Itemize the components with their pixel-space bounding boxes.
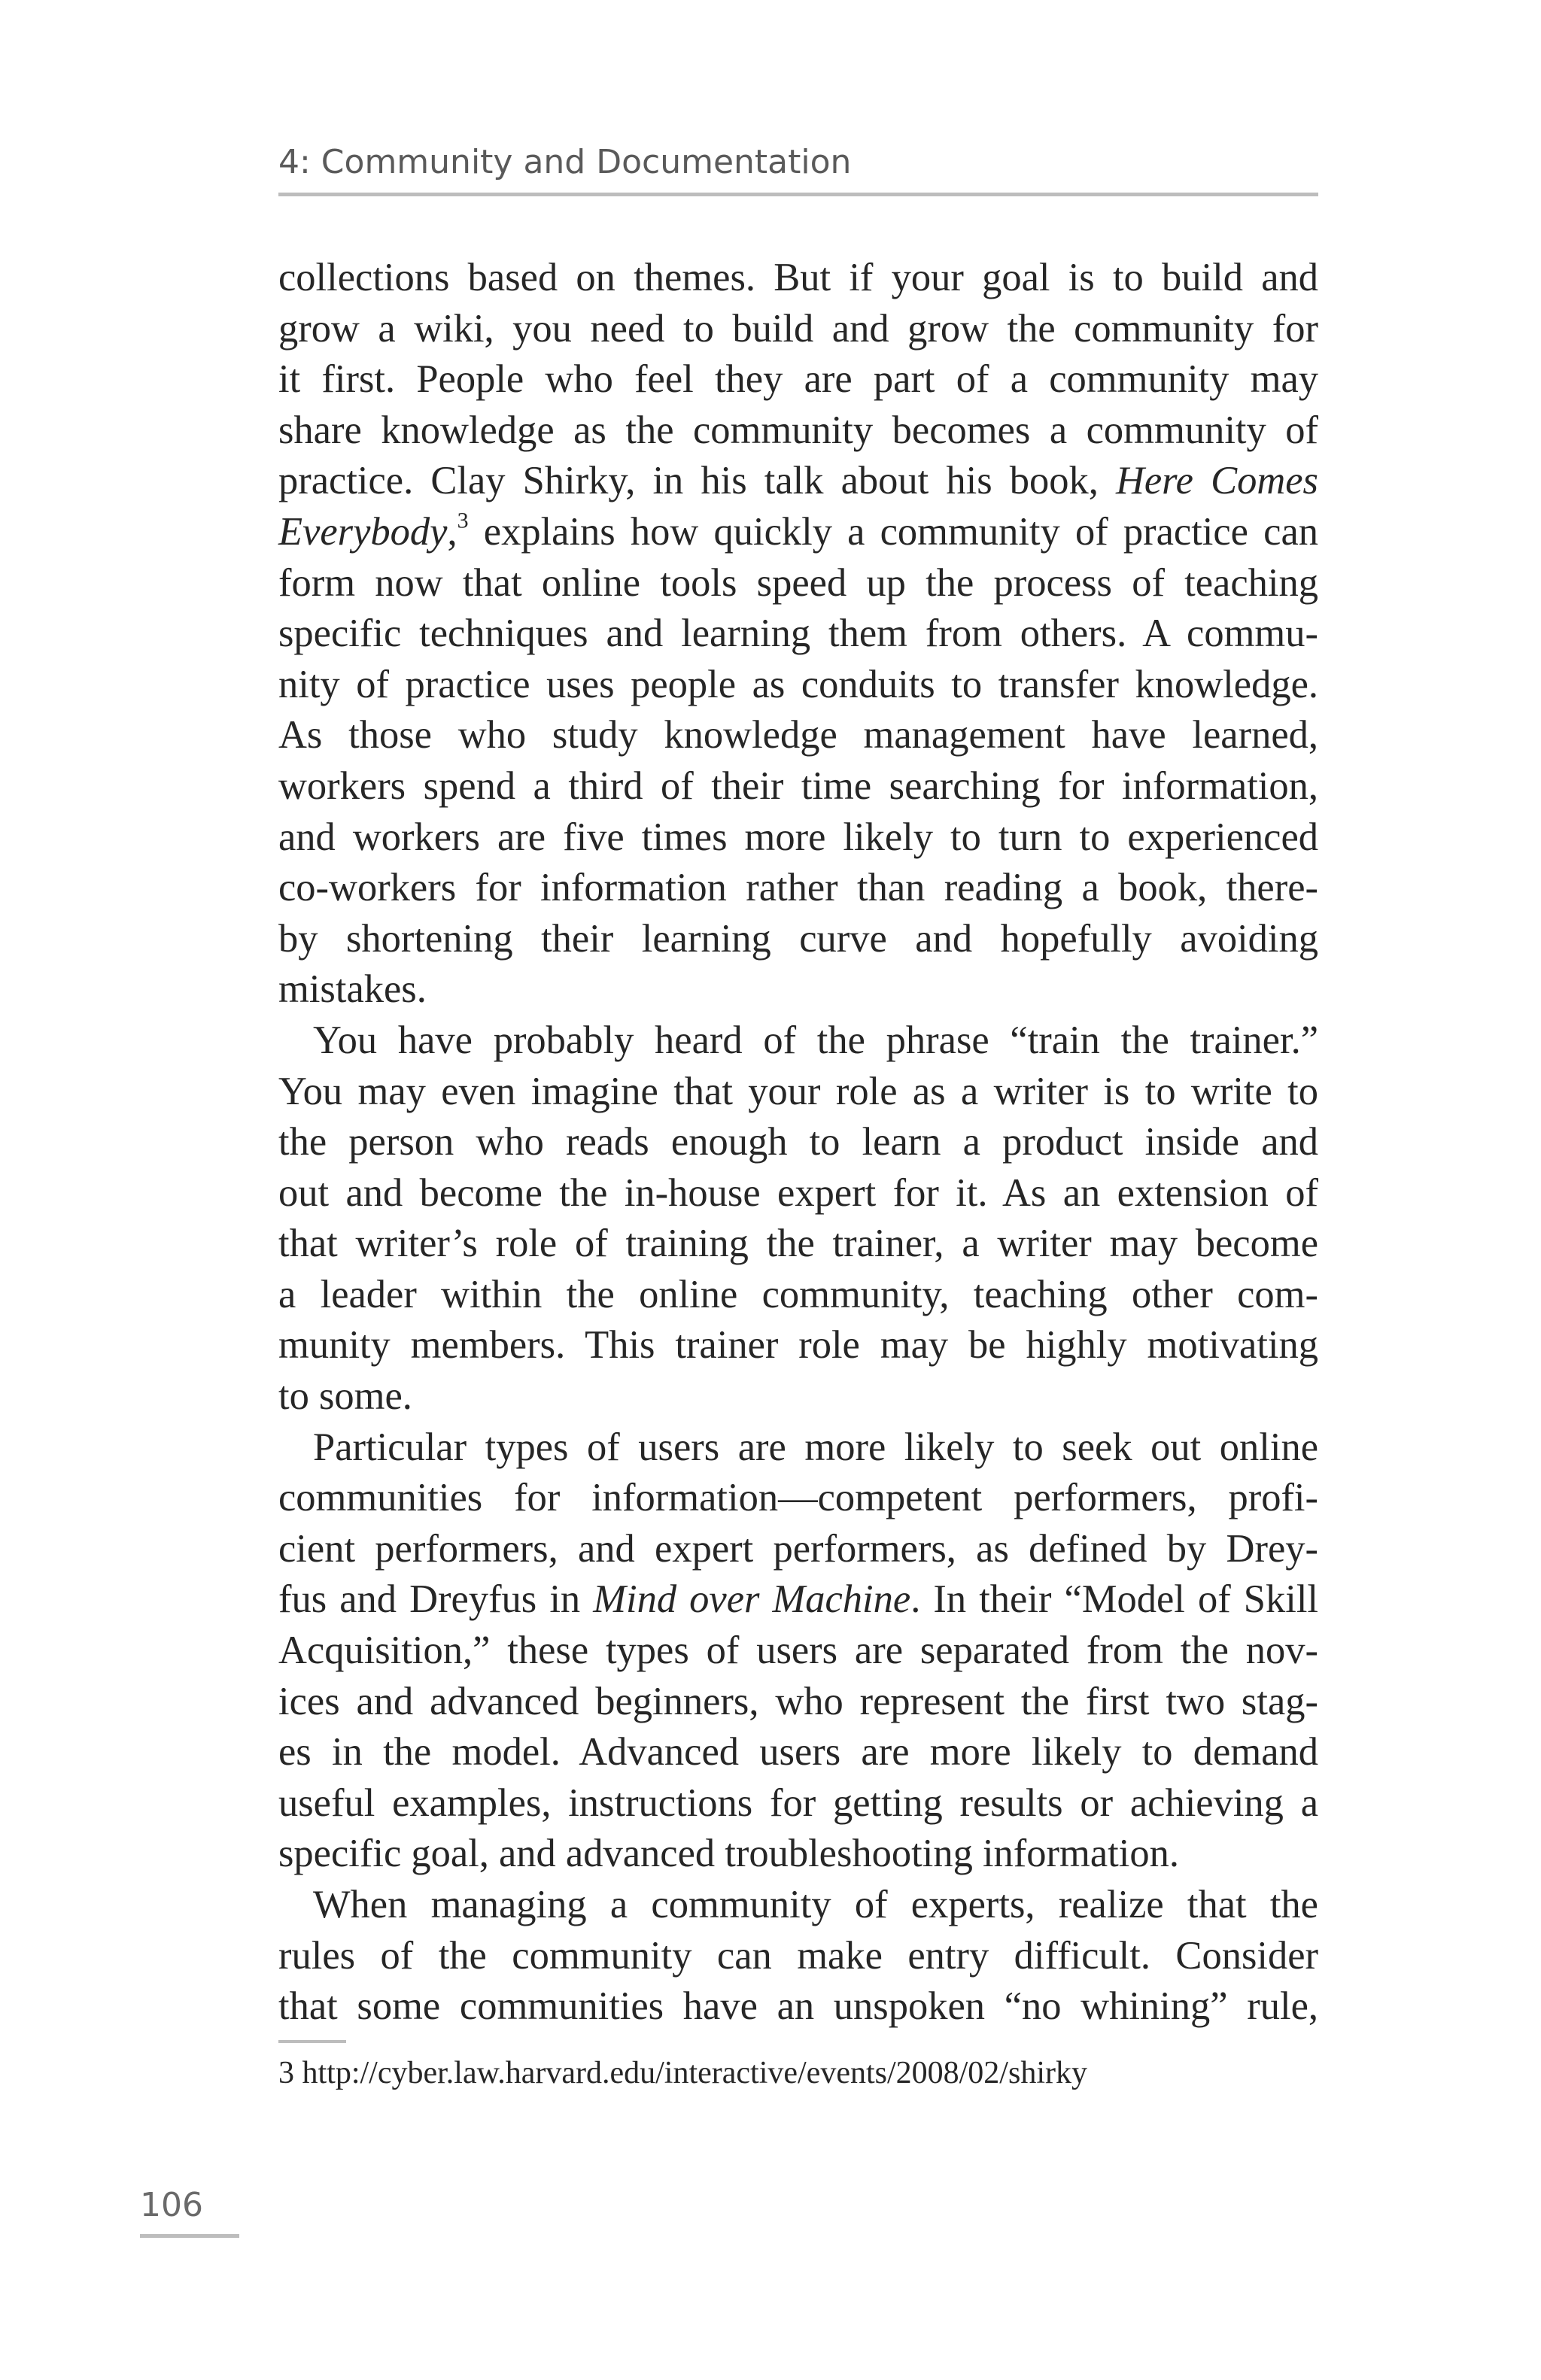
- text-segment: it first. People who feel they are part of a community may: [278, 357, 1318, 402]
- text-segment: to some.: [278, 1374, 412, 1419]
- text-segment: rules of the community can make entry difficult. Consider: [278, 1933, 1318, 1978]
- text-line: [278, 1778, 1318, 1829]
- text-line: [278, 964, 1318, 1015]
- text-line: [278, 1473, 1318, 1524]
- text-line: [278, 761, 1318, 812]
- text-line: [278, 1371, 1318, 1422]
- text-line: [278, 1168, 1318, 1219]
- text-line: [278, 1067, 1318, 1118]
- text-segment: grow a wiki, you need to build and grow the community for: [278, 306, 1318, 351]
- italic-text: Everybody: [278, 509, 448, 554]
- text-segment: . In their “Model of Skill: [910, 1577, 1318, 1622]
- text-segment: mistakes.: [278, 967, 427, 1012]
- text-line: [278, 405, 1318, 457]
- text-segment: practice. Clay Shirky, in his talk about his book,: [278, 459, 1116, 503]
- text-segment: fus and Dreyfus in: [278, 1577, 594, 1622]
- page-number: 106: [140, 2183, 239, 2238]
- text-segment: specific techniques and learning them from others. A commu-: [278, 612, 1318, 656]
- text-line: [278, 456, 1318, 507]
- footnote-reference: 3: [457, 508, 469, 533]
- text-line: [278, 1422, 1318, 1474]
- text-segment: workers spend a third of their time searching for information,: [278, 763, 1318, 808]
- italic-text: Here Comes: [1115, 459, 1318, 503]
- text-segment: You have probably heard of the phrase “train the trainer.”: [313, 1018, 1318, 1062]
- text-segment: collections based on themes. But if your goal is to build and: [278, 256, 1318, 299]
- text-segment: by shortening their learning curve and hopefully avoiding: [278, 916, 1318, 961]
- text-line: [278, 863, 1318, 914]
- text-line: [278, 304, 1318, 355]
- body-text: [278, 253, 1318, 2032]
- text-line: [278, 710, 1318, 761]
- text-line: [278, 507, 1318, 558]
- text-line: [278, 1931, 1318, 1982]
- text-line: [278, 1320, 1318, 1371]
- running-head: 4: Community and Documentation: [278, 140, 1318, 196]
- text-line: [278, 1880, 1318, 1931]
- text-segment: specific goal, and advanced troubleshooting information.: [278, 1832, 1179, 1876]
- text-segment: When managing a community of experts, realize that the: [313, 1883, 1318, 1926]
- text-segment: a leader within the online community, teaching other com-: [278, 1272, 1318, 1316]
- text-segment: that writer’s role of training the trainer, a writer may become: [278, 1222, 1318, 1266]
- text-segment: Acquisition,” these types of users are separated from the nov-: [278, 1629, 1318, 1673]
- text-segment: explains how quickly a community of practice can: [468, 509, 1318, 554]
- text-segment: that some communities have an unspoken “no whining” rule,: [278, 1984, 1318, 2029]
- text-segment: ,: [447, 509, 457, 554]
- text-segment: nity of practice uses people as conduits to transfer knowledge.: [278, 662, 1318, 706]
- text-line: [278, 1677, 1318, 1728]
- text-segment: munity members. This trainer role may be highly motivating: [278, 1323, 1318, 1368]
- text-line: [278, 1727, 1318, 1778]
- text-line: [278, 1626, 1318, 1677]
- text-segment: You may even imagine that your role as a writer is to write to: [278, 1069, 1318, 1113]
- text-line: [278, 1981, 1318, 2032]
- italic-text: Mind over Machine: [593, 1577, 911, 1622]
- text-segment: cient performers, and expert performers, as defined by Drey-: [278, 1526, 1318, 1571]
- text-line: [278, 660, 1318, 711]
- text-line: [278, 558, 1318, 609]
- text-segment: useful examples, instructions for getting results or achieving a: [278, 1780, 1318, 1825]
- text-line: [278, 1219, 1318, 1270]
- text-line: [278, 1117, 1318, 1168]
- text-segment: out and become the in-house expert for it. As an extension of: [278, 1170, 1318, 1215]
- text-line: [278, 609, 1318, 660]
- text-segment: ices and advanced beginners, who represent the first two stag-: [278, 1679, 1318, 1723]
- text-segment: share knowledge as the community becomes a community of: [278, 408, 1318, 452]
- text-segment: form now that online tools speed up the process of teaching: [278, 560, 1318, 605]
- text-segment: co-workers for information rather than reading a book, there-: [278, 866, 1318, 910]
- text-segment: communities for information—competent performers, profi-: [278, 1476, 1318, 1520]
- text-line: [278, 354, 1318, 405]
- text-line: [278, 1524, 1318, 1575]
- text-line: [278, 1270, 1318, 1321]
- text-line: [278, 253, 1318, 304]
- text-line: [278, 1829, 1318, 1880]
- text-segment: and workers are five times more likely to turn to experienced: [278, 815, 1318, 859]
- text-segment: Particular types of users are more likely to seek out online: [313, 1425, 1318, 1469]
- footnote: 3 http://cyber.law.harvard.edu/interactive/events/2008/02/shirky: [278, 2056, 1087, 2090]
- text-line: [278, 1015, 1318, 1067]
- text-segment: As those who study knowledge management have learned,: [278, 713, 1318, 757]
- text-segment: es in the model. Advanced users are more likely to demand: [278, 1730, 1318, 1774]
- footnote-rule: [278, 2040, 346, 2043]
- text-segment: the person who reads enough to learn a product inside and: [278, 1120, 1318, 1164]
- text-line: [278, 914, 1318, 965]
- text-line: [278, 1574, 1318, 1626]
- text-line: [278, 812, 1318, 864]
